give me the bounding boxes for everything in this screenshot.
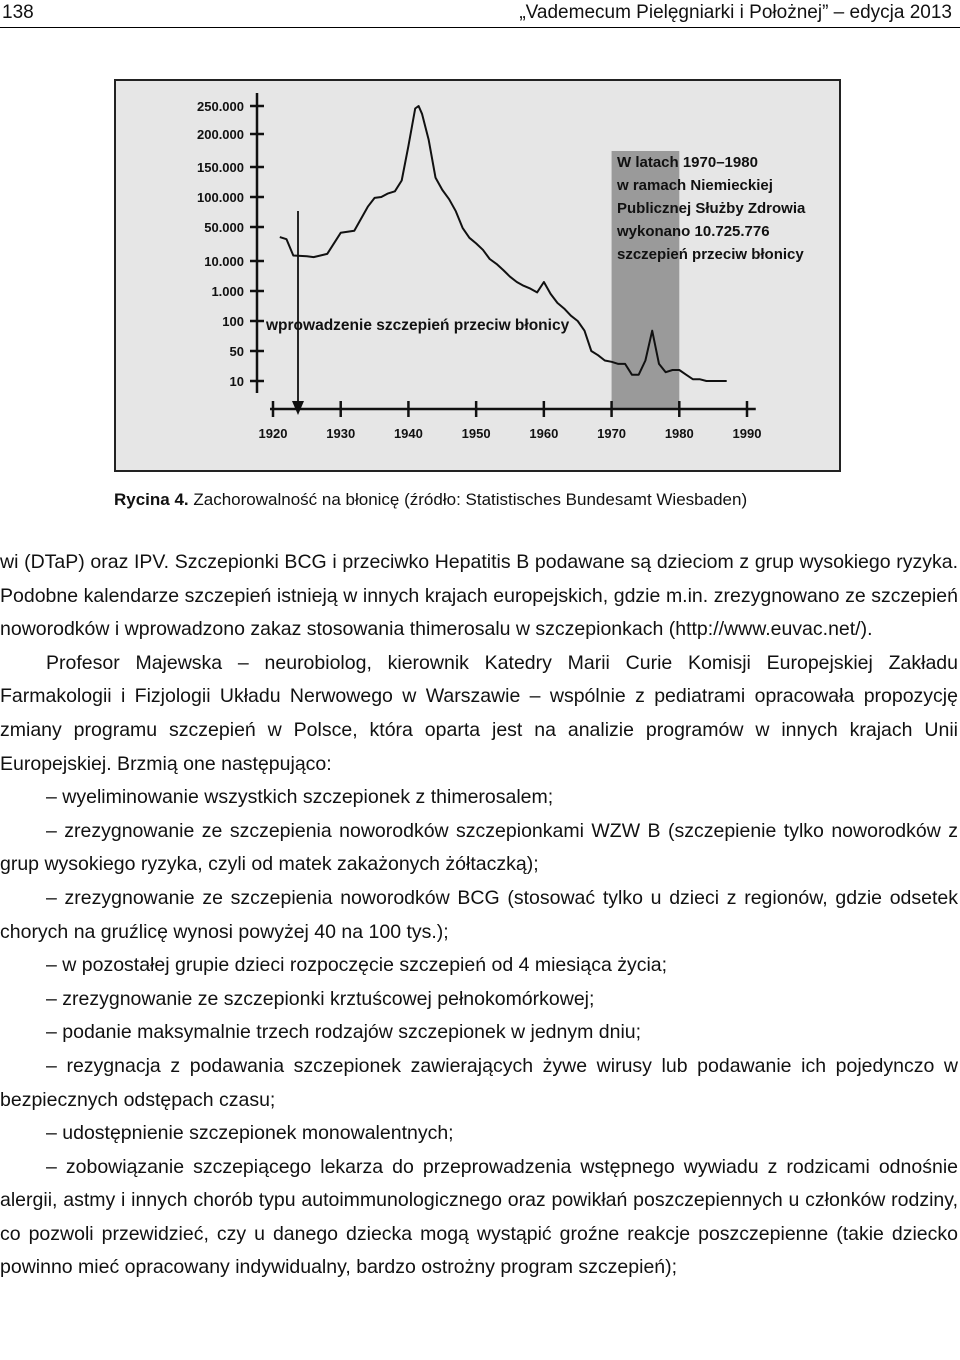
y-tick-label: 10 xyxy=(229,374,244,389)
list-item: – w pozostałej grupie dzieci rozpoczęcie szczepień od 4 miesiąca życia; xyxy=(46,954,668,977)
list-item: – zrezygnowanie ze szczepienia noworodków szczepionkami WZW B (szczepienie tylko noworodków z grup wysokiego ryzyka, czyli od matek zakażonych żółtaczką); xyxy=(0,819,958,876)
x-tick-label: 1930 xyxy=(326,426,356,441)
body-text xyxy=(0,546,958,1285)
x-tick-label: 1970 xyxy=(597,426,627,441)
caption-label: Rycina 4. xyxy=(114,490,189,509)
annotation-start-text: wprowadzenie szczepień przeciw błonicy xyxy=(266,317,570,334)
list-item: – rezygnacja z podawania szczepionek zawierających żywe wirusy lub podawanie ich pojedynczo w bezpiecznych odstępach czasu; xyxy=(0,1054,958,1111)
paragraph-1: wi (DTaP) oraz IPV. Szczepionki BCG i przeciwko Hepatitis B podawane są dzieciom z grup wysokiego ryzyka. Podobne kalendarze szczepień istnieją w innych krajach europejskich, gdzie m.in. zrezygnowano ze szczepień noworodków i wprowadzono zakaz stosowania thimerosalu w szczepionkach (http://www.euvac.net/). xyxy=(0,551,958,641)
note-line-2: w ramach Niemieckiej xyxy=(617,177,773,194)
note-line-3: Publicznej Służby Zdrowia xyxy=(617,200,806,217)
x-tick-label: 1980 xyxy=(664,426,694,441)
header-rule xyxy=(0,27,960,28)
x-tick-label: 1990 xyxy=(732,426,762,441)
list-item: – zrezygnowanie ze szczepionki krztuścowej pełnokomórkowej; xyxy=(46,987,595,1010)
y-tick-label: 1.000 xyxy=(211,284,244,299)
y-tick-label: 250.000 xyxy=(197,99,244,114)
note-line-4: wykonano 10.725.776 xyxy=(617,223,770,240)
annotation-note xyxy=(616,154,806,263)
list-item: – zrezygnowanie ze szczepienia noworodków BCG (stosować tylko u dzieci z regionów, gdzie odsetek chorych na gruźlicę wynosi powyżej 40 na 100 tys.); xyxy=(0,886,958,943)
y-tick-label: 50.000 xyxy=(204,220,244,235)
annotation-start xyxy=(265,211,570,415)
list-item: – zobowiązanie szczepiącego lekarza do przeprowadzenia wstępnego wywiadu z rodzicami odnośnie alergii, astmy i innych chorób typu autoimmunologicznego oraz powikłań poszczepiennych u członków rodziny, co pozwoli przewidzieć, czy u danego dziecka mogą wystąpić groźne reakcje poszczepienne (takie dziecko powinno mieć opracowany indywidualny, bardzo ostrożny program szczepień); xyxy=(0,1155,958,1279)
chart-svg xyxy=(116,81,843,474)
y-tick-label: 100.000 xyxy=(197,190,244,205)
list-item: – udostępnienie szczepionek monowalentnych; xyxy=(46,1122,454,1145)
page-number: 138 xyxy=(2,2,34,23)
note-line-1: W latach 1970–1980 xyxy=(617,154,758,171)
x-tick-label: 1950 xyxy=(461,426,491,441)
y-tick-label: 10.000 xyxy=(204,254,244,269)
y-tick-label: 100 xyxy=(222,314,244,329)
y-tick-label: 150.000 xyxy=(197,160,244,175)
list-item: – wyeliminowanie wszystkich szczepionek z thimerosalem; xyxy=(46,786,554,809)
note-line-5: szczepień przeciw błonicy xyxy=(617,246,804,263)
page-header xyxy=(0,0,960,26)
x-tick-label: 1940 xyxy=(393,426,423,441)
paragraph-2: Profesor Majewska – neurobiolog, kierownik Katedry Marii Curie Komisji Europejskiej Zakładu Farmakologii i Fizjologii Układu Nerwowego w Warszawie – wspólnie z pediatrami opracowała propozycję zmiany programu szczepień w Polsce, która oparta jest na analizie programów w innych krajach Unii Europejskiej. Brzmią one następująco: xyxy=(0,651,958,775)
y-tick-label: 200.000 xyxy=(197,127,244,142)
x-tick-label: 1920 xyxy=(258,426,288,441)
x-tick-label: 1960 xyxy=(529,426,559,441)
figure-chart xyxy=(114,79,841,472)
running-title: „Vademecum Pielęgniarki i Położnej” – edycja 2013 xyxy=(519,2,952,23)
figure-caption xyxy=(114,490,914,510)
y-tick-label: 50 xyxy=(229,344,244,359)
caption-text: Zachorowalność na błonicę (źródło: Statistisches Bundesamt Wiesbaden) xyxy=(188,490,748,509)
list-item: – podanie maksymalnie trzech rodzajów szczepionek w jednym dniu; xyxy=(46,1021,642,1044)
